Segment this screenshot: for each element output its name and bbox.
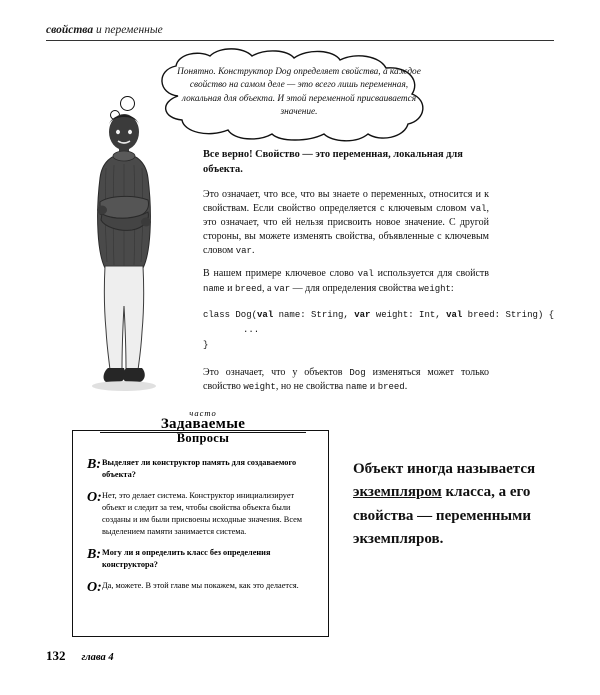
speech-bubble-tail-large [120,96,135,111]
lead-paragraph: Все верно! Свойство — это переменная, локальная для объекта. [203,149,463,175]
paragraph-3-part-e: . [404,380,408,392]
pull-quote-emphasis: экземпляром [353,484,442,501]
code-line-2: ... [243,325,260,336]
paragraph-2-part-d: , а [261,282,274,294]
inline-code-name-1: name [203,283,225,294]
inline-code-var-1: var [235,246,252,257]
faq-item [87,457,312,481]
inline-code-var-2: var [273,283,291,294]
faq-title [118,408,288,445]
pull-quote-line-1: Объект иногда называется [353,461,536,477]
faq-question-text: Могу ли я определить класс без определения конструктора? [102,548,271,570]
code-line-3: } [203,340,209,351]
speech-bubble-text: Понятно. Конструктор Dog определяет свойства, а каждое свойство на самом деле — это всего лишь переменная, локальная для объекта. И этой переменной присваивается значение. [177,67,421,118]
pull-quote-line-4: экземпляров. [353,530,444,547]
paragraph-1-part-a: Это означает, что все, что вы знаете о переменных, относится и к свойствам. Если свойство определяется с ключевым словом [203,188,489,214]
faq-answer-text: Нет, это делает система. Конструктор инициализирует объект и следит за тем, чтобы свойства объекта были созданы и им были присвоены исходные значения. Всем выделением памяти занимается система. [102,491,303,537]
faq-question-mark: В: [87,547,101,563]
pull-quote-line-3: свойства — переменными [353,507,531,524]
faq-question-mark: В: [87,457,101,472]
paragraph-2-part-e: — для определения свойства [290,282,419,294]
faq-answer-mark: О: [87,580,102,596]
chapter-label: глава 4 [81,652,114,663]
code-line-1-c: weight: Int, [370,309,447,320]
code-line-1-b: name: String, [273,309,355,320]
inline-code-weight-2: weight [243,381,276,392]
paragraph-2-part-f: : [450,282,454,294]
page-footer [46,648,446,664]
inline-code-breed-1: breed [234,283,262,294]
paragraph-3-part-a: Это означает, что у объектов [203,366,350,378]
page-header [46,24,554,41]
person-illustration-icon [72,110,176,400]
paragraph-3 [203,366,489,394]
code-line-1-a: class Dog( [203,309,258,320]
faq-question-text: Выделяет ли конструктор память для создаваемого объекта? [102,458,297,480]
code-keyword-var: var [354,309,371,320]
paragraph-1-part-c: . [251,245,255,257]
paragraph-3-part-c: , но не свойства [275,380,346,392]
paragraph-1-part-b: , это означает, что ей нельзя присвоить новое значение. С другой стороны, вы можете изменять свойства, объявленные с ключевым словом [203,202,489,257]
inline-code-val-2: val [357,269,374,280]
faq-content [73,431,328,614]
faq-box [72,430,329,637]
faq-title-line-1: Задаваемые [160,416,246,432]
faq-answer-text: Да, можете. В этой главе мы покажем, как это делается. [102,581,299,591]
code-keyword-val-2: val [446,309,463,320]
main-body-text [203,148,555,403]
header-bold-text: свойства [46,24,94,36]
paragraph-2-part-a: В нашем примере ключевое слово [203,268,358,280]
paragraph-3-part-d: и [367,380,378,392]
speech-bubble [148,48,448,140]
paragraph-2 [203,267,489,295]
inline-code-weight-1: weight [418,283,451,294]
page-number: 132 [46,648,66,663]
paragraph-1 [203,188,489,259]
inline-code-val-1: val [470,203,487,214]
paragraph-3-part-b: изменяться может только свойство [203,366,489,392]
code-keyword-val-1: val [257,309,274,320]
code-line-1-d: breed: String) { [462,309,555,320]
faq-title-small: часто [189,408,217,418]
faq-item [87,547,312,571]
faq-item [87,580,312,595]
pull-quote-line-2-rest: класса, а его [441,484,531,501]
inline-code-breed-2: breed [377,381,405,392]
faq-answer-mark: О: [87,490,102,506]
paragraph-2-part-c: и [224,282,235,294]
pull-quote [353,458,553,551]
code-block [203,308,555,354]
faq-item [87,490,312,538]
paragraph-2-part-b: используется для свойств [373,268,489,280]
header-italic-text: и переменные [93,24,163,36]
faq-title-line-2: Вопросы [176,431,230,445]
inline-code-dog: Dog [349,367,366,378]
inline-code-name-2: name [345,381,368,392]
